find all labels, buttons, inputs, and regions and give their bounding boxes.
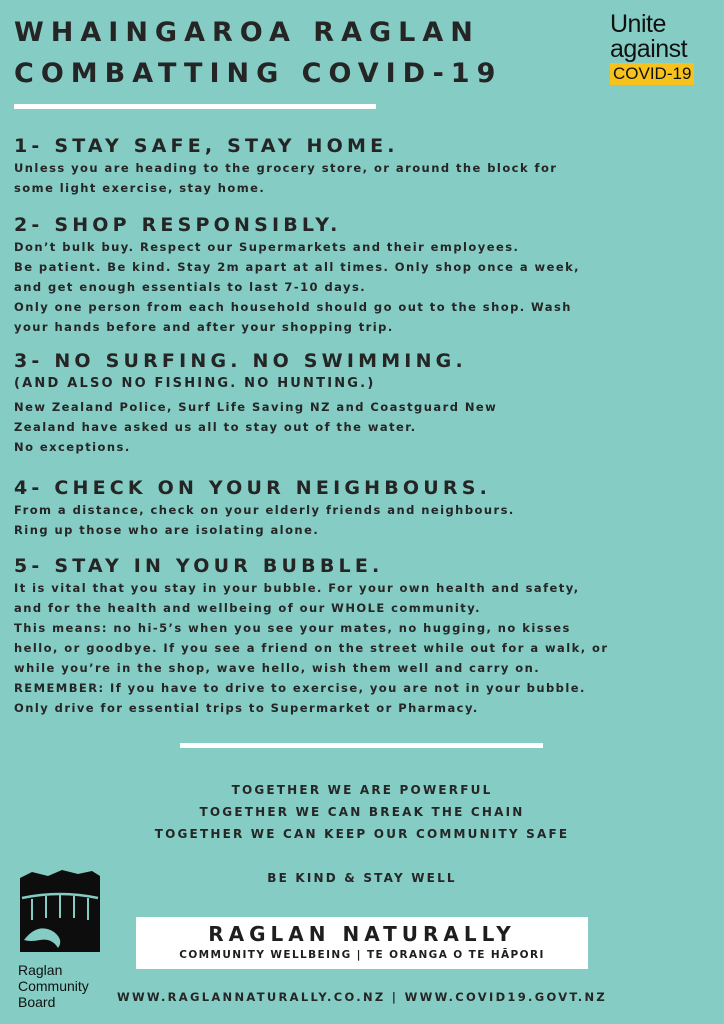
- community-board-emblem-icon: [18, 868, 102, 954]
- section-stay-in-bubble: [14, 554, 714, 718]
- together-line-2: TOGETHER WE CAN BREAK THE CHAIN: [199, 805, 525, 819]
- logo-line-2: against: [610, 35, 688, 63]
- section-line: some light exercise, stay home.: [14, 181, 266, 195]
- section-line: hello, or goodbye. If you see a friend on the street while out for a walk, or: [14, 641, 609, 655]
- page-title: [14, 12, 574, 94]
- unite-against-covid-logo: [610, 12, 710, 85]
- section-line: REMEMBER: If you have to drive to exercise, you are not in your bubble.: [14, 681, 586, 695]
- section-shop-responsibly: [14, 213, 714, 337]
- title-line-1: WHAINGAROA RAGLAN: [14, 17, 480, 48]
- logo-line-3: COVID-19: [610, 63, 694, 85]
- raglan-community-board-logo: [18, 868, 108, 1010]
- section-stay-home: [14, 134, 714, 198]
- section-heading: 5- STAY IN YOUR BUBBLE.: [14, 555, 384, 577]
- together-line-3: TOGETHER WE CAN KEEP OUR COMMUNITY SAFE: [154, 827, 570, 841]
- raglan-naturally-tagline: COMMUNITY WELLBEING | TE ORANGA O TE HĀPORI: [179, 949, 545, 961]
- section-heading: 3- NO SURFING. NO SWIMMING.: [14, 350, 467, 372]
- be-kind-text: BE KIND & STAY WELL: [267, 871, 457, 885]
- section-no-surfing: [14, 349, 714, 457]
- raglan-naturally-banner: [136, 917, 588, 969]
- board-line-1: Raglan: [18, 962, 63, 978]
- logo-line-1: Unite: [610, 10, 666, 38]
- section-line: and for the health and wellbeing of our WHOLE community.: [14, 601, 481, 615]
- section-line: Only drive for essential trips to Supermarket or Pharmacy.: [14, 701, 479, 715]
- section-line: your hands before and after your shopping trip.: [14, 320, 394, 334]
- section-check-neighbours: [14, 476, 714, 540]
- board-line-3: Board: [18, 994, 56, 1010]
- footer-links: WWW.RAGLANNATURALLY.CO.NZ | WWW.COVID19.GOVT.NZ: [116, 990, 608, 1004]
- middle-divider: [180, 743, 543, 748]
- section-line: From a distance, check on your elderly friends and neighbours.: [14, 503, 515, 517]
- be-kind-slogan: [0, 867, 724, 889]
- section-heading: 2- SHOP RESPONSIBLY.: [14, 214, 342, 236]
- section-subheading: (AND ALSO NO FISHING. NO HUNTING.): [14, 376, 376, 391]
- section-line: while you’re in the shop, wave hello, wish them well and carry on.: [14, 661, 541, 675]
- section-line: Zealand have asked us all to stay out of the water.: [14, 420, 417, 434]
- section-heading: 4- CHECK ON YOUR NEIGHBOURS.: [14, 477, 492, 499]
- section-line: Ring up those who are isolating alone.: [14, 523, 320, 537]
- section-line: Be patient. Be kind. Stay 2m apart at all times. Only shop once a week,: [14, 260, 580, 274]
- board-line-2: Community: [18, 978, 89, 994]
- section-line: Don’t bulk buy. Respect our Supermarkets and their employees.: [14, 240, 520, 254]
- together-line-1: TOGETHER WE ARE POWERFUL: [231, 783, 493, 797]
- section-line: No exceptions.: [14, 440, 131, 454]
- together-slogans: [0, 779, 724, 845]
- section-line: It is vital that you stay in your bubble. For your own health and safety,: [14, 581, 580, 595]
- title-line-2: COMBATTING COVID-19: [14, 58, 503, 89]
- section-line: This means: no hi-5’s when you see your mates, no hugging, no kisses: [14, 621, 571, 635]
- section-heading: 1- STAY SAFE, STAY HOME.: [14, 135, 399, 157]
- raglan-naturally-name: RAGLAN NATURALLY: [208, 922, 516, 946]
- section-line: Unless you are heading to the grocery store, or around the block for: [14, 161, 558, 175]
- section-line: New Zealand Police, Surf Life Saving NZ and Coastguard New: [14, 400, 498, 414]
- top-divider: [14, 104, 376, 109]
- section-line: and get enough essentials to last 7-10 days.: [14, 280, 367, 294]
- section-line: Only one person from each household should go out to the shop. Wash: [14, 300, 572, 314]
